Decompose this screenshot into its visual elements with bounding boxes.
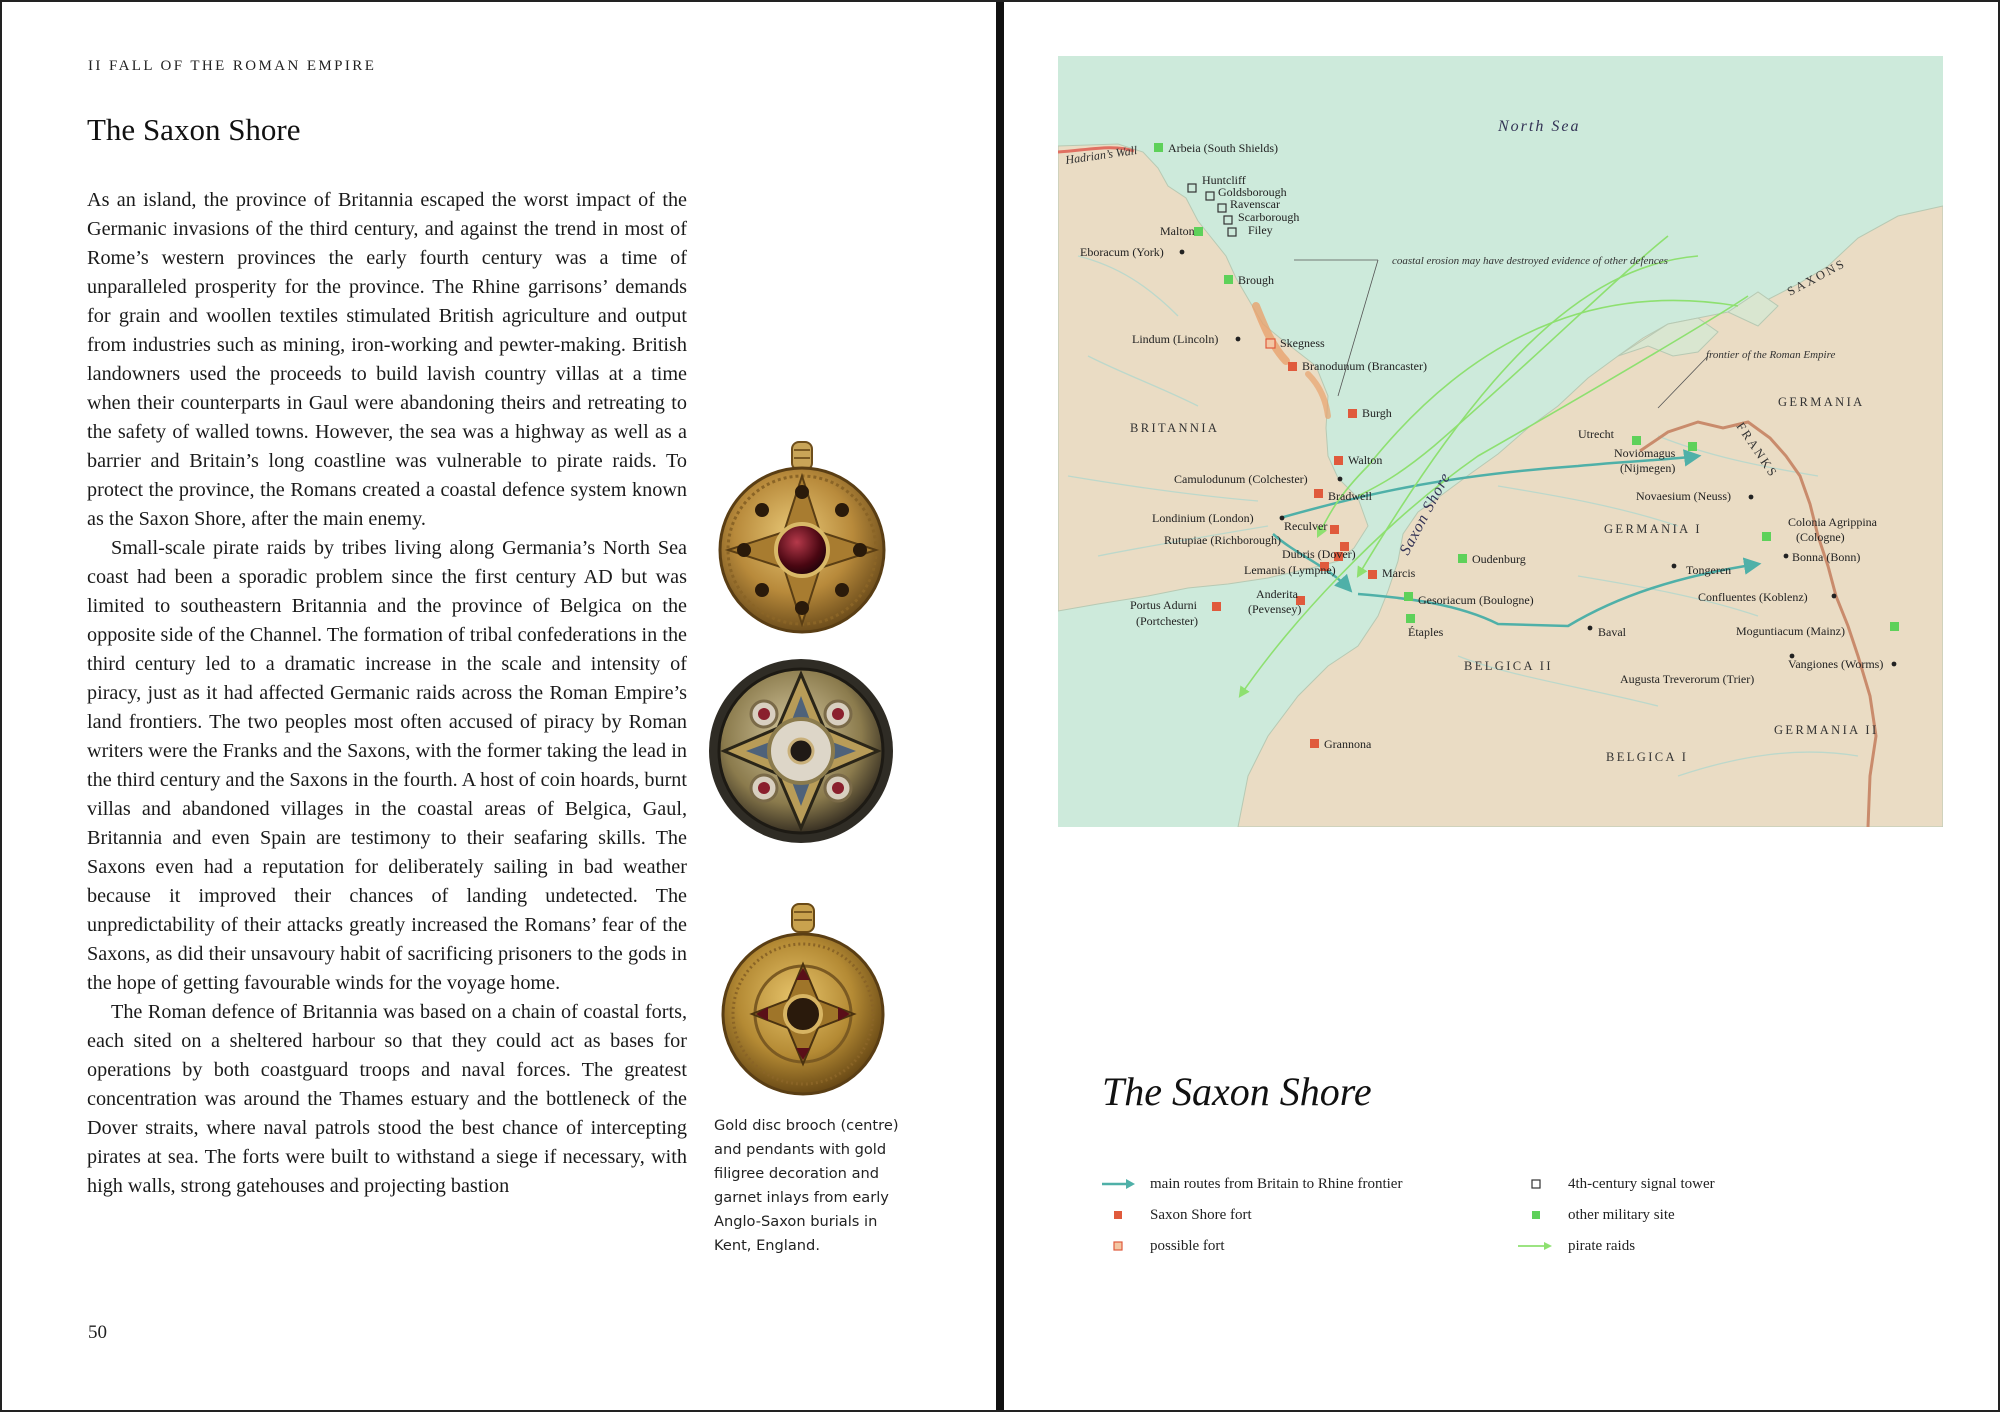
- military-site-icon: [1518, 1205, 1554, 1225]
- label-portus: Portus Adurni: [1130, 598, 1198, 612]
- label-bonna: Bonna (Bonn): [1792, 550, 1861, 564]
- label-skegness: Skegness: [1280, 336, 1325, 350]
- signal-tower-icon: [1518, 1174, 1554, 1194]
- label-noviomagus: Noviomagus: [1614, 446, 1676, 460]
- hadrians-wall-label: Hadrian’s Wall: [1064, 143, 1139, 167]
- region-saxons: SAXONS: [1784, 256, 1849, 299]
- label-anderita: Anderita: [1256, 587, 1298, 601]
- label-baval: Baval: [1598, 625, 1626, 639]
- region-britannia: BRITANNIA: [1130, 421, 1220, 435]
- region-belgica-ii: BELGICA II: [1464, 659, 1553, 673]
- gold-disc-brooch-image: [706, 656, 896, 846]
- label-goldsborough: Goldsborough: [1218, 185, 1287, 199]
- label-burgh: Burgh: [1362, 406, 1392, 420]
- legend-possible-fort-label: possible fort: [1150, 1238, 1225, 1254]
- label-grannona: Grannona: [1324, 737, 1372, 751]
- label-huntcliff: Huntcliff: [1202, 173, 1246, 187]
- paragraph-3: The Roman defence of Britannia was based on a chain of coastal forts, each sited on a sheltered harbour so that they could act as bases for operations by both coastguard troops and naval forces. The greatest concentration was around the Thames estuary and the bottleneck of the Dover straits, where naval patrols stood the best chance of intercepting pirates at sea. The forts were built to withstand a siege if necessary, with high walls, strong gatehouses and projecting bastion: [87, 1001, 687, 1197]
- label-utrecht: Utrecht: [1578, 427, 1614, 441]
- label-tongeren: Tongeren: [1686, 563, 1732, 577]
- left-page: [0, 0, 996, 1412]
- saxon-shore-map: [1058, 56, 1943, 827]
- raid-arrow-icon: [1518, 1236, 1554, 1256]
- region-germania: GERMANIA: [1778, 395, 1865, 409]
- label-oudenburg: Oudenburg: [1472, 552, 1526, 566]
- legend-saxon-fort-label: Saxon Shore fort: [1150, 1207, 1252, 1223]
- possible-fort-icon: [1100, 1236, 1136, 1256]
- gold-pendant-image-top: [716, 440, 888, 640]
- label-gesoriacum: Gesoriacum (Boulogne): [1418, 593, 1534, 607]
- image-caption: Gold disc brooch (centre) and pendants with gold filigree decoration and garnet inlays from early Anglo-Saxon burials in Kent, England.: [714, 1117, 899, 1254]
- paragraph-1: As an island, the province of Britannia escaped the worst impact of the Germanic invasions of the third century, and against the trend in most of Rome’s western provinces the early fourth century was a time of unparalleled prosperity for the province. The Rhine garrisons’ demands for grain and woollen textiles stimulated British agriculture and output from industries such as mining, iron-working and pewter-making. British landowners used the proceeds to build lavish country villas at a time when their counterparts in Gaul were abandoning theirs and retreating to the safety of walled towns. However, the sea was a highway as well as a barrier and Britain’s long coastline was vulnerable to pirate raids. To protect the province, the Romans created a coastal defence system known as the Saxon Shore, after the main enemy.: [87, 189, 687, 530]
- page-number: 50: [88, 1322, 107, 1343]
- section-title: The Saxon Shore: [87, 112, 301, 147]
- label-brough: Brough: [1238, 273, 1274, 287]
- north-sea-label: North Sea: [1498, 118, 1581, 135]
- label-reculver: Reculver: [1284, 519, 1328, 533]
- label-bradwell: Bradwell: [1328, 489, 1372, 503]
- frontier-note: frontier of the Roman Empire: [1706, 349, 1836, 361]
- label-nijmegen: (Nijmegen): [1620, 461, 1676, 475]
- region-germania-i: GERMANIA I: [1604, 522, 1702, 536]
- gold-pendant-image-bottom: [718, 902, 888, 1098]
- label-filey: Filey: [1248, 223, 1273, 237]
- label-rutupiae: Rutupiae (Richborough): [1164, 533, 1281, 547]
- legend-signal-tower-label: 4th-century signal tower: [1568, 1176, 1715, 1192]
- label-pevensey: (Pevensey): [1248, 602, 1302, 616]
- label-vangiones: Vangiones (Worms): [1788, 657, 1884, 671]
- label-confluentes: Confluentes (Koblenz): [1698, 590, 1808, 604]
- label-camulodunum: Camulodunum (Colchester): [1174, 472, 1308, 486]
- label-branodunum: Branodunum (Brancaster): [1302, 359, 1427, 373]
- label-malton: Malton: [1160, 224, 1195, 238]
- label-dubris: Dubris (Dover): [1282, 547, 1356, 561]
- label-cologne: (Cologne): [1796, 530, 1845, 544]
- erosion-note: coastal erosion may have destroyed evidence of other defences: [1392, 255, 1668, 267]
- label-augusta: Augusta Treverorum (Trier): [1620, 672, 1755, 686]
- label-marcis: Marcis: [1382, 566, 1416, 580]
- label-lindum: Lindum (Lincoln): [1132, 332, 1219, 346]
- label-arbeia: Arbeia (South Shields): [1168, 141, 1278, 155]
- legend-military-site-label: other military site: [1568, 1207, 1675, 1223]
- label-portchester: (Portchester): [1136, 614, 1198, 628]
- legend-pirate-raids-label: pirate raids: [1568, 1238, 1636, 1254]
- route-arrow-icon: [1100, 1174, 1136, 1194]
- label-novaesium: Novaesium (Neuss): [1636, 489, 1731, 503]
- running-head: II FALL OF THE ROMAN EMPIRE: [88, 58, 377, 74]
- paragraph-2: Small-scale pirate raids by tribes living along Germania’s North Sea coast had been a sporadic problem since the first century AD but was limited to southeastern Britannia and the province of Belgica on the opposite side of the Channel. The formation of tribal confederations in the third century led to a dramatic increase in the scale and intensity of piracy, just as it had affected Germanic raids across the Roman Empire’s land frontiers. The two peoples most often accused of piracy by Roman writers were the Franks and the Saxons, with the former taking the lead in the third century and the Saxons in the fourth. A host of coin hoards, burnt villas and abandoned villages in the coastal areas of Belgica, Gaul, Britannia and even Spain are testimony to their seafaring skills. The Saxons even had a reputation for deliberately sailing in bad weather because it improved their chances of landing undetected. The unpredictability of their attacks greatly increased the Romans’ fear of the Saxons, as did their unsavoury habit of sacrificing prisoners to the gods in the hope of getting favourable winds for the voyage home.: [87, 537, 687, 994]
- page-gutter: [996, 0, 1004, 1412]
- label-etaples: Étaples: [1408, 625, 1444, 639]
- body-text: [87, 186, 687, 1201]
- label-eboracum: Eboracum (York): [1080, 245, 1164, 259]
- region-germania-ii: GERMANIA II: [1774, 723, 1879, 737]
- label-londinium: Londinium (London): [1152, 511, 1254, 525]
- label-ravenscar: Ravenscar: [1230, 197, 1280, 211]
- label-walton: Walton: [1348, 453, 1383, 467]
- label-lemanis: Lemanis (Lympne): [1244, 563, 1336, 577]
- saxon-shore-label: Saxon Shore: [1396, 469, 1455, 558]
- label-moguntiacum: Moguntiacum (Mainz): [1736, 624, 1845, 638]
- region-belgica-i: BELGICA I: [1606, 750, 1689, 764]
- label-scarborough: Scarborough: [1238, 210, 1300, 224]
- fort-square-icon: [1100, 1205, 1136, 1225]
- legend-main-routes-label: main routes from Britain to Rhine frontier: [1150, 1176, 1403, 1192]
- region-franks: FRANKS: [1733, 419, 1781, 481]
- label-colonia: Colonia Agrippina: [1788, 515, 1877, 529]
- map-title: The Saxon Shore: [1102, 1069, 1372, 1114]
